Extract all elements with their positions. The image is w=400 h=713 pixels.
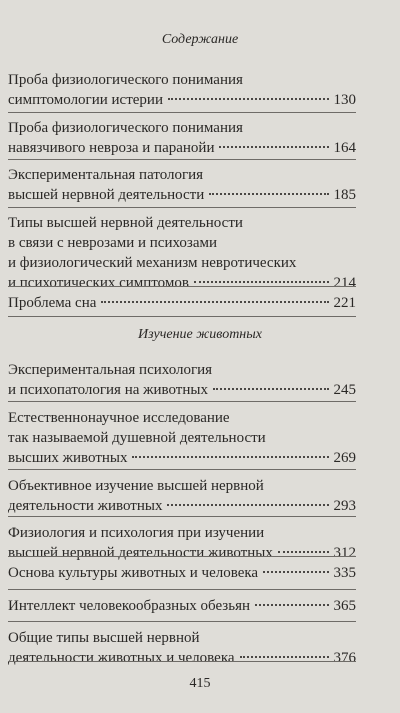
dot-leader: [167, 504, 328, 506]
toc-entry-last-line: [8, 90, 356, 110]
toc-entry: [8, 476, 356, 516]
dot-leader: [219, 146, 328, 148]
toc-entry: [8, 360, 356, 400]
dot-leader: [132, 456, 328, 458]
toc-entry-page-number: 335: [333, 565, 356, 581]
separator-rule: [8, 556, 356, 557]
toc-entry-title-text: симптомологии истерии: [8, 92, 163, 108]
toc-entry-title-text: и психотических симптомов: [8, 275, 189, 291]
toc-entry-page-number: 376: [333, 650, 356, 666]
toc-entry-last-line: [8, 563, 356, 583]
toc-entry-last-line: [8, 648, 356, 668]
toc-entry-page-number: 214: [333, 275, 356, 291]
toc-entry: [8, 70, 356, 110]
dot-leader: [240, 656, 329, 658]
toc-entry-title-line: Естественнонаучное исследование: [8, 410, 230, 426]
toc-entry-title-line: Экспериментальная психология: [8, 362, 213, 378]
toc-entry-title-text: высшей нервной деятельности: [8, 187, 205, 203]
toc-entry: [8, 408, 356, 468]
dot-leader: [101, 301, 328, 303]
toc-entry: [8, 628, 356, 668]
toc-entry: [8, 523, 356, 563]
toc-entry-last-line: [8, 380, 356, 400]
separator-rule: [8, 207, 356, 208]
dot-leader: [278, 551, 329, 553]
separator-rule: [8, 516, 356, 517]
toc-entry: [8, 213, 356, 293]
dot-leader: [194, 281, 329, 283]
toc-entry-last-line: [8, 293, 356, 313]
toc-entry-title-text: Проблема сна: [8, 295, 97, 311]
separator-rule: [8, 469, 356, 470]
dot-leader: [213, 388, 329, 390]
toc-entry: [8, 293, 356, 313]
toc-entry-page-number: 269: [333, 450, 356, 466]
toc-entry-page-number: 245: [333, 382, 356, 398]
toc-entry-page-number: 185: [333, 187, 356, 203]
section-title: Изучение животных: [138, 327, 262, 342]
toc-entry-title-line: Экспериментальная патология: [8, 167, 204, 183]
toc-entry-page-number: 293: [333, 498, 356, 514]
separator-rule: [8, 589, 356, 590]
toc-entry-title-text: навязчивого невроза и паранойи: [8, 140, 215, 156]
separator-rule: [8, 286, 356, 287]
dot-leader: [263, 571, 328, 573]
toc-entry-title-text: высшей нервной деятельности животных: [8, 545, 273, 561]
separator-rule: [8, 621, 356, 622]
toc-entry-title-text: Интеллект человекообразных обезьян: [8, 598, 250, 614]
toc-entry-last-line: [8, 185, 356, 205]
toc-entry-title-line: так называемой душевной деятельности: [8, 430, 266, 446]
separator-rule: [8, 316, 356, 317]
separator-rule: [8, 401, 356, 402]
toc-entry-last-line: [8, 496, 356, 516]
dot-leader: [168, 98, 329, 100]
separator-rule: [8, 661, 356, 662]
toc-entry-last-line: [8, 138, 356, 158]
toc-entry-title-line: Проба физиологического понимания: [8, 120, 243, 136]
toc-entry-title-text: и психопатология на животных: [8, 382, 208, 398]
page-number: 415: [189, 676, 211, 691]
toc-entry-title-line: Типы высшей нервной деятельности: [8, 215, 243, 231]
toc-entry-page-number: 365: [333, 598, 356, 614]
toc-entry-page-number: 221: [333, 295, 356, 311]
toc-entry-last-line: [8, 543, 356, 563]
dot-leader: [209, 193, 328, 195]
toc-entry-title-line: в связи с неврозами и психозами: [8, 235, 218, 251]
toc-entry-last-line: [8, 596, 356, 616]
separator-rule: [8, 112, 356, 113]
page-header: Содержание: [161, 32, 239, 47]
toc-entry: [8, 118, 356, 158]
toc-entry-last-line: [8, 448, 356, 468]
toc-entry-last-line: [8, 273, 356, 293]
toc-entry-title-text: деятельности животных и человека: [8, 650, 235, 666]
toc-entry-page-number: 164: [333, 140, 356, 156]
toc-entry-page-number: 130: [333, 92, 356, 108]
toc-entry-title-line: Проба физиологического понимания: [8, 72, 243, 88]
toc-entry-title-line: Общие типы высшей нервной: [8, 630, 200, 646]
toc-entry-title-line: Объективное изучение высшей нервной: [8, 478, 264, 494]
toc-entry-title-text: Основа культуры животных и человека: [8, 565, 259, 581]
toc-entry: [8, 596, 356, 616]
toc-entry-title-text: высших животных: [8, 450, 128, 466]
toc-entry-title-line: и физиологический механизм невротических: [8, 255, 297, 271]
toc-entry-page-number: 312: [333, 545, 356, 561]
toc-entry: [8, 165, 356, 205]
dot-leader: [255, 604, 329, 606]
toc-entry-title-text: деятельности животных: [8, 498, 163, 514]
toc-entry-title-line: Физиология и психология при изучении: [8, 525, 265, 541]
separator-rule: [8, 159, 356, 160]
toc-entry: [8, 563, 356, 583]
